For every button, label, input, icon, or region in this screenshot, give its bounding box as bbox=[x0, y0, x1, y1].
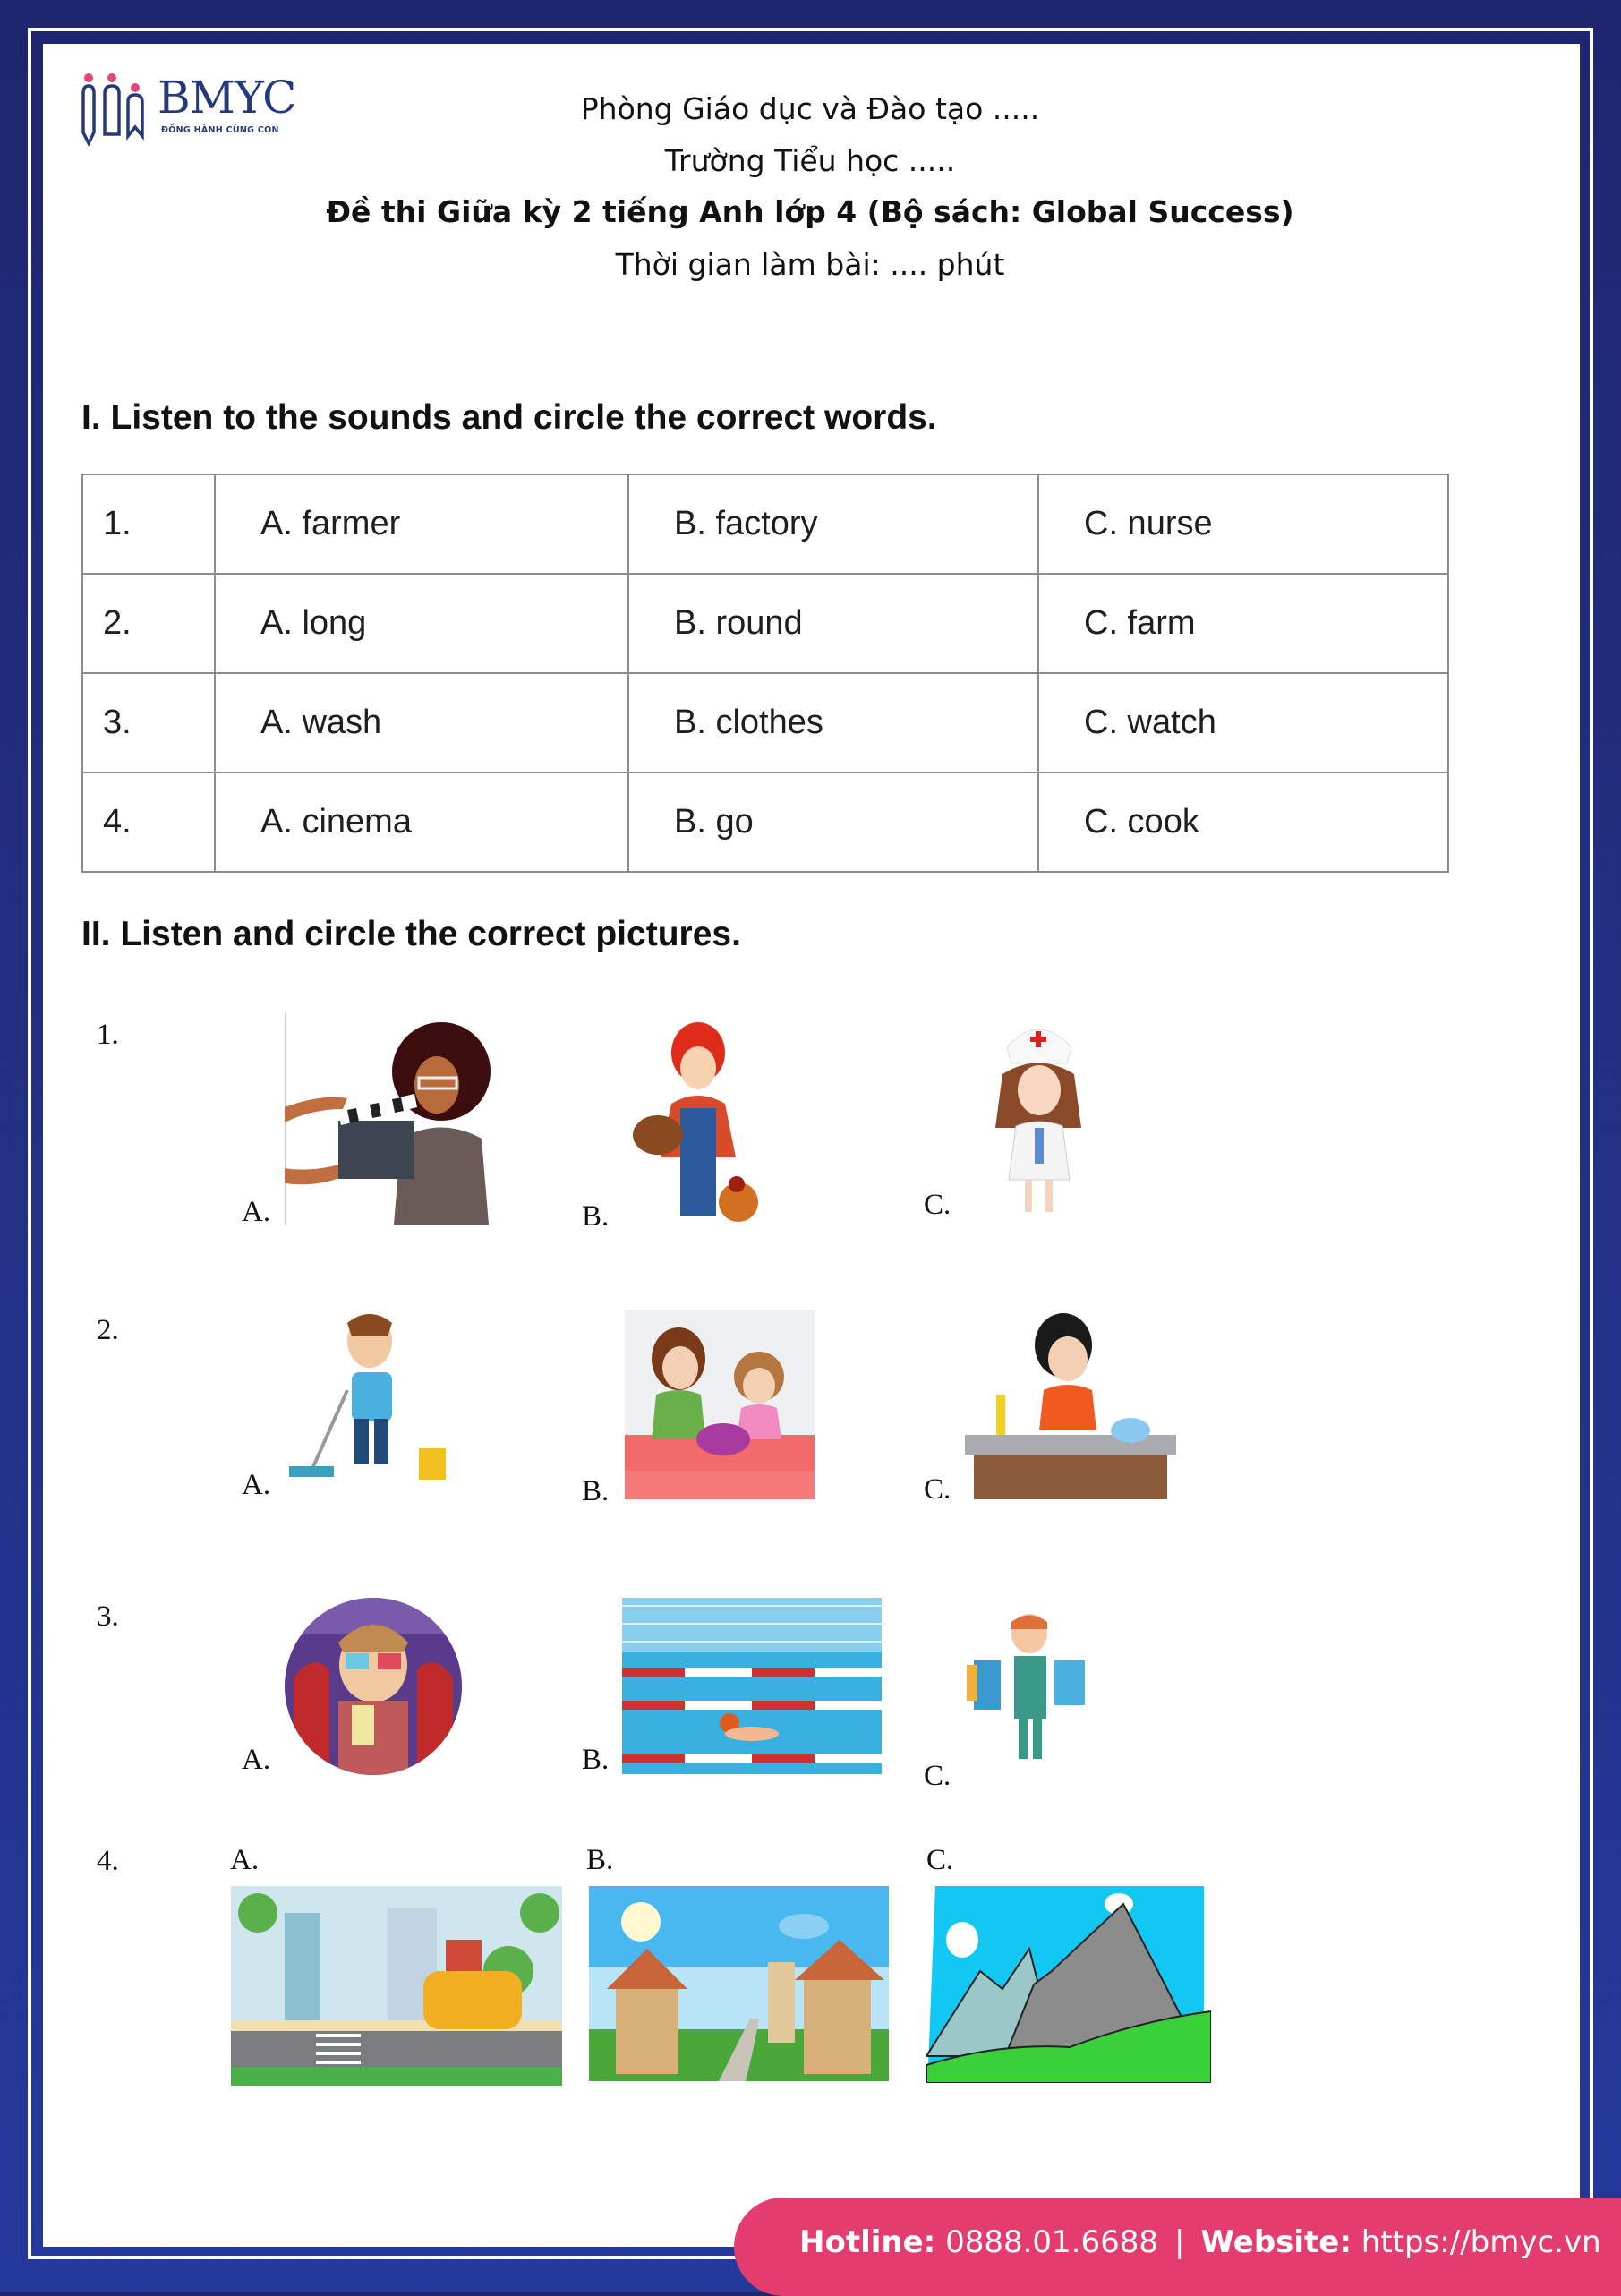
washing-dishes-picture[interactable] bbox=[965, 1310, 1176, 1499]
logo-figures-icon bbox=[79, 73, 156, 147]
shopping-picture[interactable] bbox=[965, 1611, 1096, 1768]
option-c[interactable]: C. cook bbox=[1038, 772, 1448, 872]
picture-option-label: C. bbox=[924, 1473, 951, 1506]
header-department: Phòng Giáo dục và Đào tạo ..... bbox=[580, 91, 1040, 126]
picture-question-number: 3. bbox=[97, 1600, 119, 1633]
contact-footer bbox=[734, 2198, 1621, 2296]
question-number: 4. bbox=[82, 772, 215, 872]
option-c[interactable]: C. watch bbox=[1038, 673, 1448, 772]
website-label: Website: bbox=[1200, 2224, 1352, 2260]
village-picture[interactable] bbox=[589, 1886, 889, 2081]
picture-option-label: C. bbox=[926, 1844, 954, 1876]
village-icon bbox=[589, 1886, 889, 2081]
exam-title: Đề thi Giữa kỳ 2 tiếng Anh lớp 4 (Bộ sách: Global Success) bbox=[326, 194, 1294, 229]
picture-option-label: B. bbox=[582, 1200, 610, 1233]
brand-tagline: ĐỒNG HÀNH CÙNG CON bbox=[161, 125, 279, 135]
hotline-number[interactable]: 0888.01.6688 bbox=[945, 2224, 1158, 2260]
washing-dishes-icon bbox=[965, 1310, 1176, 1499]
option-b[interactable]: B. factory bbox=[628, 474, 1038, 574]
cooking-picture[interactable] bbox=[625, 1310, 815, 1499]
section-2-heading: II. Listen and circle the correct pictures. bbox=[81, 915, 741, 953]
brand-name: BMYC bbox=[158, 72, 296, 124]
picture-question-number: 2. bbox=[97, 1314, 119, 1346]
question-number: 3. bbox=[82, 673, 215, 772]
shopping-bags-icon bbox=[965, 1611, 1096, 1768]
city-street-icon bbox=[231, 1886, 562, 2086]
hotline-label: Hotline: bbox=[799, 2224, 936, 2260]
mountains-icon bbox=[926, 1886, 1211, 2083]
table-row bbox=[82, 574, 1448, 673]
option-a[interactable]: A. wash bbox=[215, 673, 628, 772]
farmer-picture[interactable] bbox=[622, 1019, 770, 1226]
picture-option-label: A. bbox=[230, 1844, 260, 1876]
option-b[interactable]: B. round bbox=[628, 574, 1038, 673]
option-a[interactable]: A. long bbox=[215, 574, 628, 673]
brand-logo bbox=[79, 73, 294, 154]
picture-option-label: B. bbox=[586, 1844, 614, 1876]
cinema-picture[interactable] bbox=[285, 1598, 462, 1775]
city-street-picture[interactable] bbox=[231, 1886, 562, 2086]
word-choice-table bbox=[81, 474, 1449, 873]
picture-question-number: 4. bbox=[97, 1845, 119, 1877]
mountains-picture[interactable] bbox=[926, 1886, 1211, 2083]
picture-option-label: A. bbox=[242, 1469, 271, 1501]
picture-option-label: C. bbox=[924, 1189, 951, 1221]
picture-question-number: 1. bbox=[97, 1019, 119, 1051]
website-link[interactable]: https://bmyc.vn bbox=[1361, 2224, 1601, 2260]
swimming-icon bbox=[622, 1598, 882, 1774]
nurse-icon bbox=[985, 1020, 1094, 1216]
farmer-icon bbox=[622, 1019, 770, 1226]
option-a[interactable]: A. cinema bbox=[215, 772, 628, 872]
question-number: 1. bbox=[82, 474, 215, 574]
mopping-picture[interactable] bbox=[285, 1310, 464, 1489]
exam-duration: Thời gian làm bài: .... phút bbox=[615, 247, 1005, 282]
director-picture[interactable] bbox=[285, 1013, 528, 1225]
footer-separator: | bbox=[1174, 2224, 1185, 2260]
boy-mopping-icon bbox=[285, 1310, 464, 1489]
picture-option-label: B. bbox=[582, 1475, 610, 1507]
section-1-heading: I. Listen to the sounds and circle the correct words. bbox=[81, 398, 937, 437]
picture-option-label: A. bbox=[242, 1744, 271, 1776]
cooking-icon bbox=[625, 1310, 815, 1499]
table-row bbox=[82, 772, 1448, 872]
option-a[interactable]: A. farmer bbox=[215, 474, 628, 574]
table-row bbox=[82, 474, 1448, 574]
option-b[interactable]: B. go bbox=[628, 772, 1038, 872]
option-c[interactable]: C. nurse bbox=[1038, 474, 1448, 574]
footer-text bbox=[799, 2224, 1601, 2260]
question-number: 2. bbox=[82, 574, 215, 673]
picture-option-label: C. bbox=[924, 1760, 951, 1792]
cinema-icon bbox=[285, 1598, 462, 1775]
header-school: Trường Tiểu học ..... bbox=[664, 143, 956, 178]
film-director-icon bbox=[285, 1013, 528, 1225]
picture-option-label: A. bbox=[242, 1196, 271, 1228]
swimming-picture[interactable] bbox=[622, 1598, 882, 1774]
option-b[interactable]: B. clothes bbox=[628, 673, 1038, 772]
option-c[interactable]: C. farm bbox=[1038, 574, 1448, 673]
table-row bbox=[82, 673, 1448, 772]
picture-option-label: B. bbox=[582, 1744, 610, 1776]
nurse-picture[interactable] bbox=[985, 1020, 1094, 1216]
